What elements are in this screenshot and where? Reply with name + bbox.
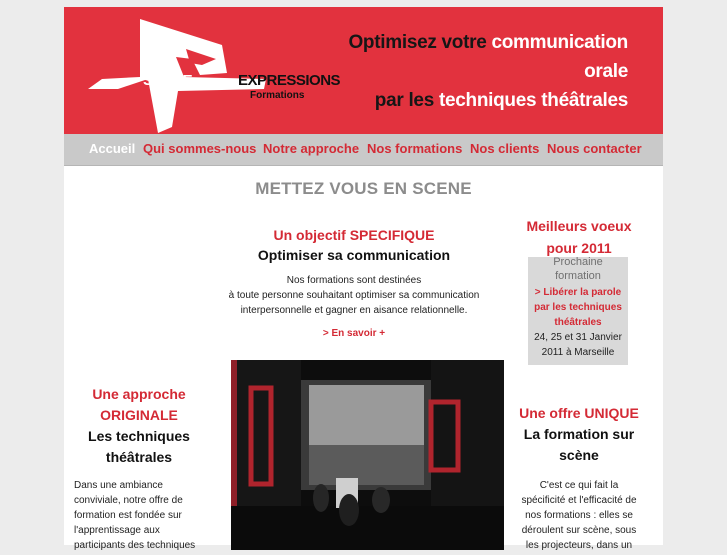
offer-text-line: C'est ce qui fait la [539,480,619,491]
greeting [509,215,649,259]
objective-section [214,227,494,339]
greeting-line: pour 2011 [546,240,612,256]
objective-text-line: à toute personne souhaitant optimiser sa communication [228,290,480,301]
news-date: 2011 à Marseille [541,347,615,358]
stage-photo-image [231,360,504,550]
objective-text-line: interpersonnelle et gagner en aisance relationnelle. [240,305,468,316]
offer-text-line: les projecteurs, dans un [525,540,633,551]
brand-name-part2: EXPRESSIONS [238,72,341,89]
objective-subheading: Optimiser sa communication [257,247,451,263]
offer-heading: Une offre UNIQUE [519,405,639,421]
news-date: 24, 25 et 31 Janvier [534,332,622,343]
nav-item-notre-approche[interactable]: Notre approche [263,141,360,156]
approach-text-line: Dans une ambiance [74,480,163,491]
site-header [64,7,663,134]
approach-subheading: Les techniques [88,428,190,444]
approach-text-line: l'apprentissage aux [74,525,160,536]
nav-item-nous-contacter[interactable]: Nous contacter [547,141,642,156]
tagline-highlight: techniques théâtrales [438,90,628,111]
approach-section [74,384,204,553]
offer-section [507,403,651,553]
approach-text-line: formation est fondée sur [74,510,182,521]
offer-subheading: La formation sur [523,426,635,442]
brand-subtitle: Formations [250,90,305,101]
tagline-text: par les [374,90,434,111]
page-title: METTEZ VOUS EN SCENE [255,179,472,198]
offer-subheading: scène [559,447,599,463]
news-label: formation [555,270,601,282]
news-label: Prochaine [553,256,603,268]
tagline-text: Optimisez votre [348,32,487,53]
tagline-highlight: orale [584,61,628,82]
page-container [64,7,663,551]
stage-photo [231,360,504,550]
offer-text-line: nos formations : elles se [525,510,633,521]
main-nav [64,134,663,166]
objective-heading: Un objectif SPECIFIQUE [273,227,435,243]
news-link[interactable]: > Libérer la parole [534,287,622,298]
approach-text-line: participants des techniques [74,540,196,551]
tagline-highlight: communication [491,32,628,53]
approach-heading: Une approche [92,386,186,402]
site-tagline [348,28,628,115]
news-box [528,257,628,365]
approach-text-line: conviviale, notre offre de [74,495,183,506]
offer-text-line: déroulent sur scène, sous [521,525,637,536]
greeting-line: Meilleurs voeux [526,218,632,234]
nav-item-nos-clients[interactable]: Nos clients [470,141,540,156]
objective-text-line: Nos formations sont destinées [286,275,422,286]
news-link[interactable]: par les techniques [534,302,622,313]
news-link[interactable]: théâtrales [554,317,602,328]
nav-item-nos-formations[interactable]: Nos formations [367,141,463,156]
brand-name-part1: SCENE [143,72,193,89]
approach-heading: ORIGINALE [100,407,178,423]
nav-item-accueil[interactable]: Accueil [89,141,136,156]
nav-item-qui-sommes-nous[interactable]: Qui sommes-nous [143,141,257,156]
objective-more-link[interactable]: > En savoir + [322,328,386,339]
approach-subheading: théâtrales [105,449,173,465]
offer-text-line: spécificité et l'efficacité de [521,495,637,506]
